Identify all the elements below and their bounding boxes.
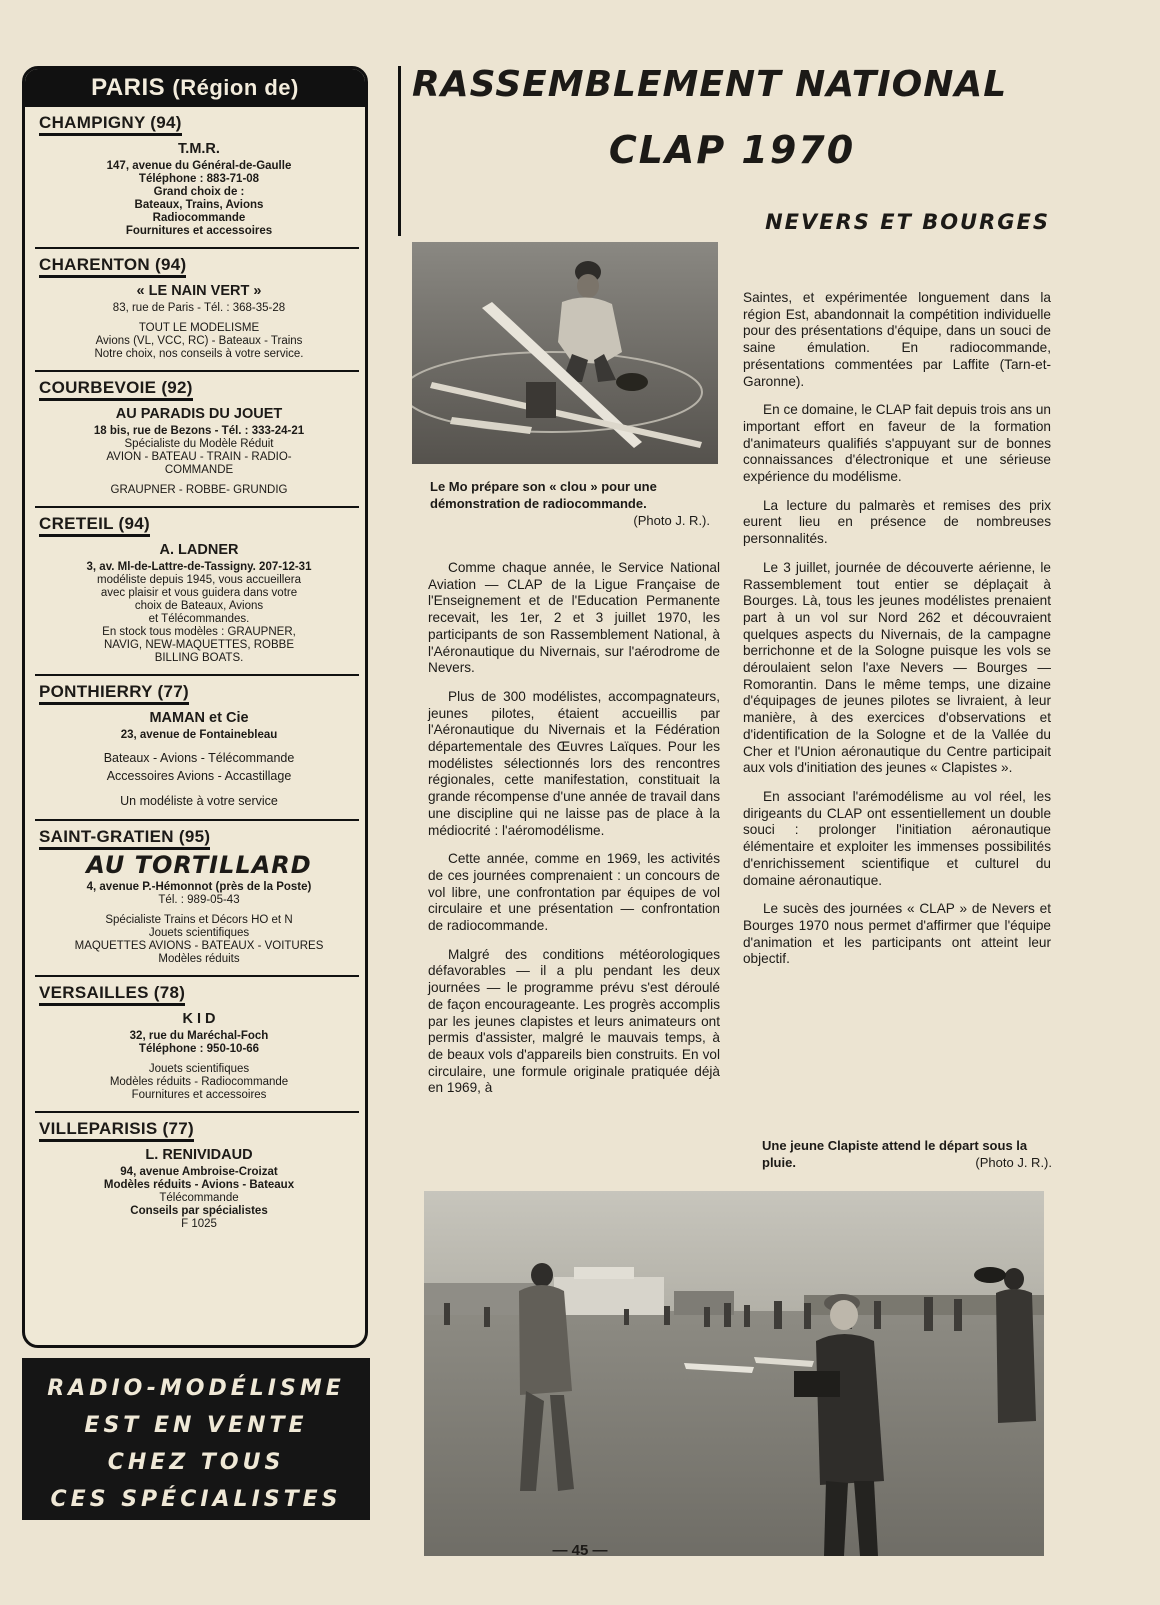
shop-name: L. RENIVIDAUD [145, 1147, 253, 1163]
shop-detail: Fournitures et accessoires [125, 225, 273, 237]
shop-detail: COMMANDE [164, 464, 234, 476]
article-paragraph: La lecture du palmarès et remises des prix eurent lieu en présence de nombreuses personnalités. [743, 497, 1051, 547]
caption-text: Une jeune Clapiste attend le départ sous la pluie. [762, 1138, 1028, 1170]
shop-detail: Jouets scientifiques [148, 1063, 250, 1075]
photo-credit: (Photo J. R.). [975, 1155, 1052, 1170]
shop-detail: GRAUPNER - ROBBE- GRUNDIG [110, 484, 288, 496]
shop-detail: 147, avenue du Général-de-Gaulle [106, 160, 292, 172]
shop-detail: Télécommande [159, 1192, 239, 1204]
banner-line: EST EN VENTE [84, 1413, 308, 1438]
article-paragraph: Saintes, et expérimentée longuement dans la région Est, abandonnait la compétition individuelle pour des présentations d'équipe, dans un souci de saine émulation. En radiocommande, présentations commentées par Laffite (Tarn-et-Garonne). [743, 290, 1051, 389]
shop-city [39, 372, 359, 400]
shop-detail: Bateaux, Trains, Avions [134, 199, 264, 211]
shop-city-label: CRETEIL (94) [39, 514, 150, 537]
shop-listing [25, 676, 365, 819]
article-paragraph: Comme chaque année, le Service National Aviation — CLAP de la Ligue Française de l'Enseignement et de l'Education Permanente recevait, les 1er, 2 et 3 juillet 1970, les participants de son Rassemblement National, à l'Aéronautique du Nivernais, sur l'aérodrome de Nevers. [428, 560, 720, 676]
shop-name: AU TORTILLARD [86, 851, 312, 879]
shop-name: MAMAN et Cie [149, 710, 249, 726]
shop-name: T.M.R. [178, 141, 220, 157]
shop-detail: Spécialiste Trains et Décors HO et N [105, 914, 293, 926]
shop-detail: 3, av. Ml-de-Lattre-de-Tassigny. 207-12-31 [86, 561, 312, 573]
shop-detail: 4, avenue P.-Hémonnot (près de la Poste) [86, 881, 312, 893]
shop-name: AU PARADIS DU JOUET [115, 406, 283, 422]
shop-directory [22, 66, 368, 1348]
title-rule [398, 66, 401, 236]
shop-detail: Conseils par spécialistes [130, 1205, 268, 1217]
article-column-right [743, 290, 1051, 980]
shop-detail: modéliste depuis 1945, vous accueillera [97, 574, 301, 586]
shop-detail: F 1025 [181, 1218, 217, 1230]
shop-city-label: CHARENTON (94) [39, 255, 186, 278]
article-paragraph: En ce domaine, le CLAP fait depuis trois ans un important effort en faveur de la formation d'animateurs qualifiés s'appuyant sur de bonnes connaissances d'électronique et une sérieuse expérience du modélisme. [743, 402, 1051, 485]
shop-name: « LE NAIN VERT » [136, 283, 262, 299]
shop-detail: NAVIG, NEW-MAQUETTES, ROBBE [104, 639, 294, 651]
banner-line: CES SPÉCIALISTES [50, 1487, 342, 1512]
shop-name: A. LADNER [159, 542, 239, 558]
shop-detail: Téléphone : 883-71-08 [138, 173, 260, 185]
shop-listing [25, 372, 365, 506]
shop-list [25, 107, 365, 1240]
photo-credit: (Photo J. R.). [633, 513, 710, 528]
shop-detail: Jouets scientifiques [148, 927, 250, 939]
shop-detail: choix de Bateaux, Avions [134, 600, 264, 612]
shop-detail: Tél. : 989-05-43 [158, 894, 240, 906]
banner-line: RADIO-MODÉLISME [47, 1376, 345, 1401]
photo-caption [430, 478, 720, 529]
shop-detail: Avions (VL, VCC, RC) - Bateaux - Trains [95, 335, 303, 347]
shop-city [39, 1113, 359, 1141]
shop-detail: TOUT LE MODELISME [138, 322, 260, 334]
shop-detail: 83, rue de Paris - Tél. : 368-35-28 [112, 302, 286, 314]
directory-header [25, 69, 365, 107]
article-paragraph: Cette année, comme en 1969, les activités de ces journées comprenaient : un concours de vol libre, une confrontation par équipes de vol circulaire et une présentation — confrontation de radiocommande. [428, 851, 720, 934]
shop-listing [25, 107, 365, 247]
photo-radio-model-plane-image [412, 242, 718, 464]
photo-caption-2 [762, 1137, 1052, 1171]
shop-detail: AVION - BATEAU - TRAIN - RADIO- [106, 451, 292, 463]
shop-listing [25, 508, 365, 674]
shop-detail: 94, avenue Ambroise-Croizat [120, 1166, 278, 1178]
shop-detail: Téléphone : 950-10-66 [138, 1043, 260, 1055]
page-number: — 45 — [552, 1542, 608, 1559]
shop-detail: Accessoires Avions - Accastillage [106, 769, 292, 783]
shop-detail: Notre choix, nos conseils à votre service. [94, 348, 304, 360]
shop-detail: 18 bis, rue de Bezons - Tél. : 333-24-21 [93, 425, 305, 437]
shop-listing [25, 977, 365, 1111]
shop-listing [25, 821, 365, 975]
article-paragraph: En associant l'arémodélisme au vol réel, les dirigeants du CLAP ont essentiellement un double souci : prolonger l'initiation aéronautique élémentaire et exploiter les immenses possibilités d'enrichissement scientifique et culturel du domaine aéronautique. [743, 788, 1051, 888]
shop-detail: Grand choix de : [153, 186, 245, 198]
shop-city-label: CHAMPIGNY (94) [39, 113, 182, 136]
shop-detail: et Télécommandes. [148, 613, 250, 625]
directory-header-main: PARIS [91, 74, 166, 101]
shop-city-label: PONTHIERRY (77) [39, 682, 189, 705]
shop-detail: Bateaux - Avions - Télécommande [103, 751, 295, 765]
shop-city [39, 821, 359, 849]
photo-airfield-crowd-image [424, 1191, 1044, 1556]
shop-city-label: VERSAILLES (78) [39, 983, 185, 1006]
shop-city [39, 676, 359, 704]
shop-detail: 32, rue du Maréchal-Foch [129, 1030, 269, 1042]
shop-city [39, 977, 359, 1005]
shop-detail: En stock tous modèles : GRAUPNER, [102, 626, 296, 638]
shop-city [39, 107, 359, 135]
shop-listing [25, 1113, 365, 1240]
shop-detail: Spécialiste du Modèle Réduit [124, 438, 274, 450]
directory-header-suffix: (Région de) [172, 75, 299, 100]
shop-city [39, 508, 359, 536]
article-subtitle: NEVERS ET BOURGES [765, 210, 1050, 234]
shop-city [39, 249, 359, 277]
article-paragraph: Plus de 300 modélistes, accompagnateurs, jeunes pilotes, étaient accueillis par l'Aéronautique du Nivernais et la Fédération départementale des Œuvres Laïques. Pour les modélistes sélectionnés lors des rencontres régionales, cette manifestation, constituait la grande récompense d'une année de travail dans une discipline qui ne laisse pas de place à la médiocrité : l'aéromodélisme. [428, 688, 720, 838]
shop-listing [25, 249, 365, 370]
article-title: RASSEMBLEMENT NATIONAL [412, 64, 1008, 105]
shop-detail: Modèles réduits - Avions - Bateaux [103, 1179, 295, 1191]
shop-detail: Radiocommande [152, 212, 246, 224]
shop-city-label: VILLEPARISIS (77) [39, 1119, 194, 1142]
article-column-left [428, 560, 720, 1109]
shop-detail: Modèles réduits [158, 953, 240, 965]
shop-city-label: COURBEVOIE (92) [39, 378, 193, 401]
photo-radio-model-plane [412, 242, 718, 464]
caption-text: Le Mo prépare son « clou » pour une démonstration de radiocommande. [430, 479, 657, 511]
photo-airfield-crowd [424, 1191, 1044, 1556]
shop-city-label: SAINT-GRATIEN (95) [39, 827, 210, 850]
article-paragraph: Malgré des conditions météorologiques défavorables — il a plu pendant les deux journées — le programme prévu s'est déroulé de façon encourageante. Les progrès accomplis par les jeunes clapistes et leurs animateurs ont permis d'assister, malgré le mauvais temps, à de beaux vols d'appareils bien construits. En vol circulaire, une formule originale pratiquée déjà en 1969, à [428, 946, 720, 1096]
shop-detail: Un modéliste à votre service [120, 794, 278, 808]
article-paragraph: Le 3 juillet, journée de découverte aérienne, le Rassemblement tout entier se déplaçait à Bourges. Là, tous les jeunes modélistes prenaient part à un vol sur Nord 262 et découvraient quelques aspects du Nivernais, de la campagne berrichonne et de la Sologne puisque les vols se déroulaient selon l'axe Nevers — Bourges — Romorantin. Dans le même temps, une dizaine d'équipages de jeunes pilotes se livraient, à leur manière, à des exercices d'observations et d'identification de la Sologne et de la Vallée du Cher et l'Union aéronautique du Centre participait aux vols d'initiation des jeunes « Clapistes ». [743, 559, 1051, 776]
shop-detail: Modèles réduits - Radiocommande [109, 1076, 289, 1088]
shop-name: K I D [182, 1011, 216, 1027]
sales-banner [22, 1358, 370, 1520]
shop-detail: avec plaisir et vous guidera dans votre [100, 587, 298, 599]
shop-detail: Fournitures et accessoires [131, 1089, 267, 1101]
article-title-line2: CLAP 1970 [608, 128, 856, 172]
banner-line: CHEZ TOUS [107, 1450, 285, 1475]
shop-detail: MAQUETTES AVIONS - BATEAUX - VOITURES [74, 940, 324, 952]
shop-detail: BILLING BOATS. [154, 652, 244, 664]
article-paragraph: Le sucès des journées « CLAP » de Nevers et Bourges 1970 nous permet d'affirmer que l'équipe d'animation et les participants ont atteint leur objectif. [743, 901, 1051, 967]
shop-detail: 23, avenue de Fontainebleau [120, 729, 278, 741]
